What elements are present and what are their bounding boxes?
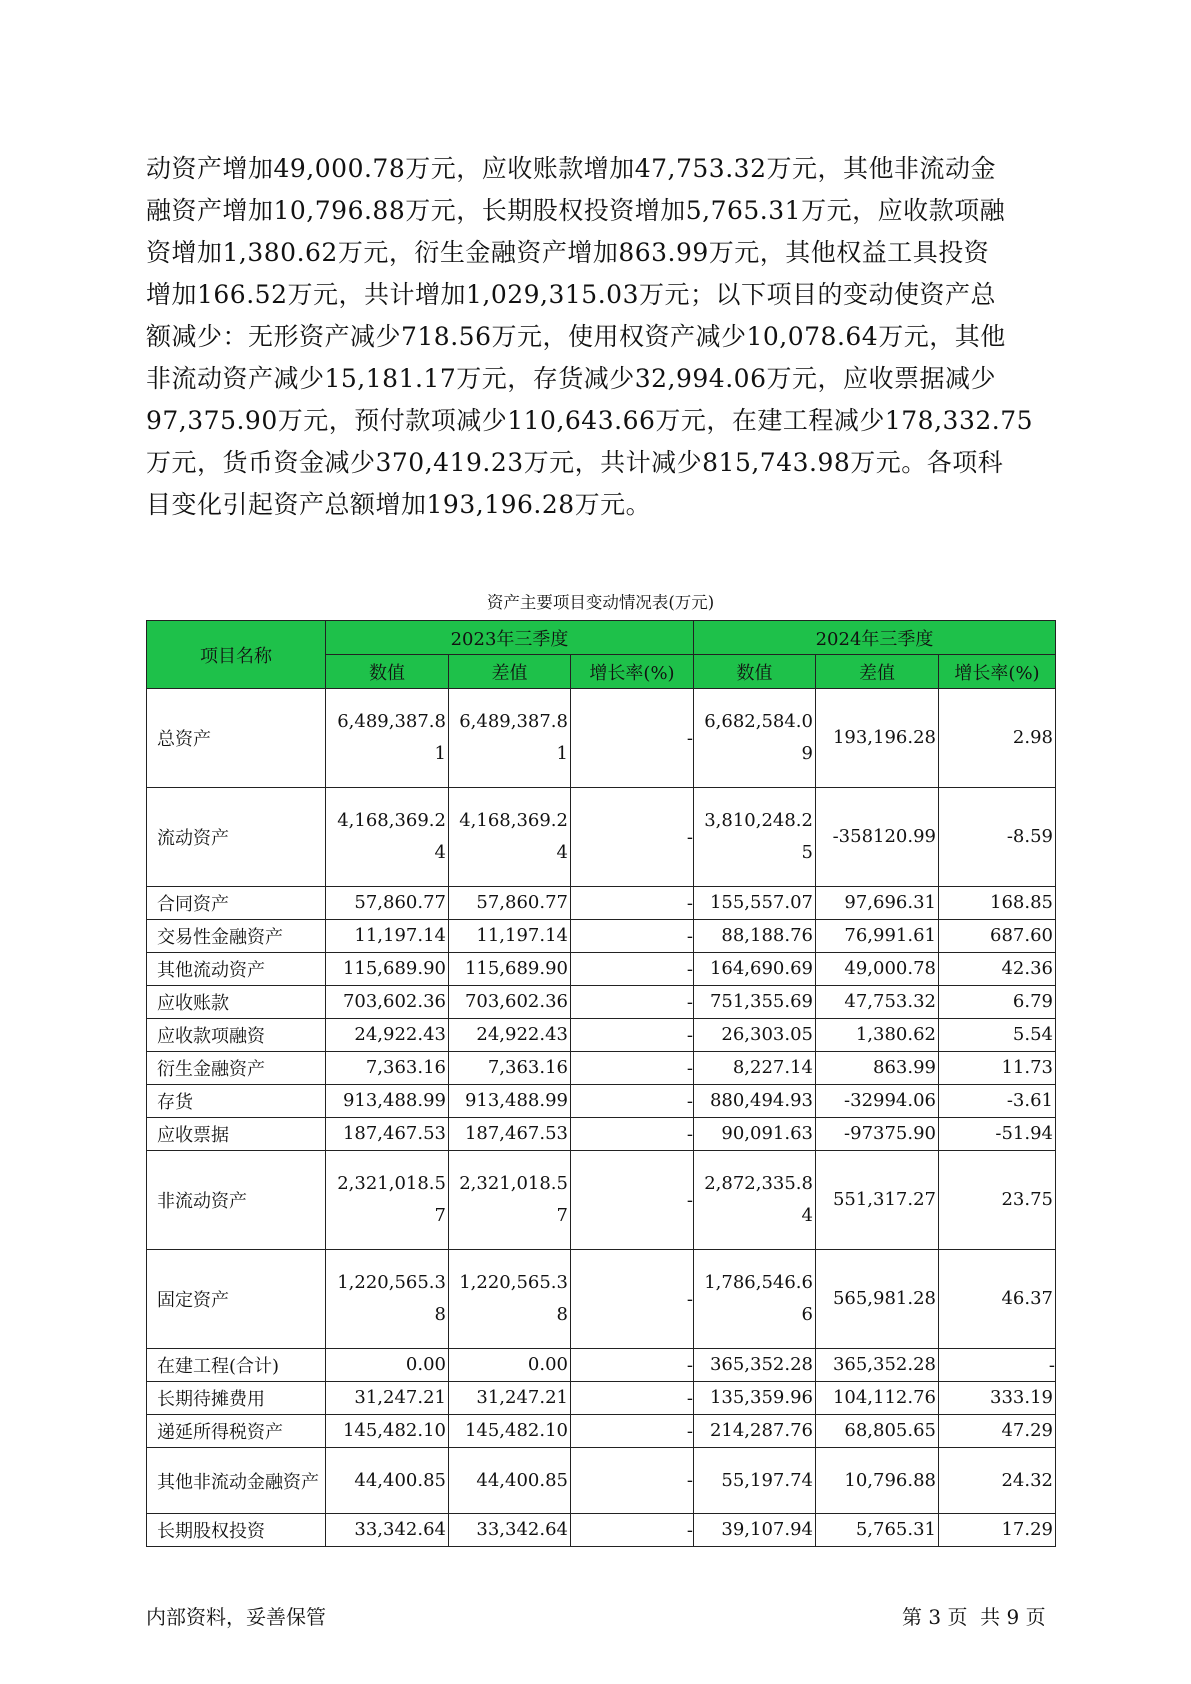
value-2024: 6,682,584.09 [694,689,816,788]
value-2024: 164,690.69 [694,953,816,986]
value-2024: 55,197.74 [694,1448,816,1514]
growth-2024: 17.29 [939,1514,1056,1547]
value-2023: 6,489,387.81 [326,689,449,788]
value-2023: 7,363.16 [326,1052,449,1085]
growth-2024: 24.32 [939,1448,1056,1514]
diff-2023: 31,247.21 [449,1382,571,1415]
table-row [147,986,1056,1019]
value-2024: 39,107.94 [694,1514,816,1547]
growth-2023: - [571,920,694,953]
asset-change-table [146,620,1056,1547]
growth-2024: - [939,1349,1056,1382]
diff-2023: 6,489,387.81 [449,689,571,788]
growth-2023: - [571,1118,694,1151]
row-item-name: 应收票据 [147,1118,326,1151]
paragraph-line: 非流动资产减少15,181.17万元，存货减少32,994.06万元，应收票据减少 [146,364,996,393]
value-2024: 2,872,335.84 [694,1151,816,1250]
header-value-2024: 数值 [694,655,816,689]
diff-2023: 44,400.85 [449,1448,571,1514]
value-2024: 3,810,248.25 [694,788,816,887]
row-item-name: 交易性金融资产 [147,920,326,953]
growth-2023: - [571,1151,694,1250]
table-row [147,1448,1056,1514]
value-2024: 214,287.76 [694,1415,816,1448]
value-2024: 88,188.76 [694,920,816,953]
diff-2023: 145,482.10 [449,1415,571,1448]
diff-2023: 703,602.36 [449,986,571,1019]
row-item-name: 应收账款 [147,986,326,1019]
growth-2024: 23.75 [939,1151,1056,1250]
diff-2024: 551,317.27 [816,1151,939,1250]
value-2023: 44,400.85 [326,1448,449,1514]
growth-2023: - [571,1019,694,1052]
row-item-name: 流动资产 [147,788,326,887]
growth-2023: - [571,986,694,1019]
growth-2023: - [571,1052,694,1085]
row-item-name: 存货 [147,1085,326,1118]
header-period-2024: 2024年三季度 [694,621,1056,655]
body-paragraph [146,148,1046,526]
header-growth-2023: 增长率(%) [571,655,694,689]
growth-2024: 168.85 [939,887,1056,920]
paragraph-line: 动资产增加49,000.78万元，应收账款增加47,753.32万元，其他非流动金 [146,154,996,183]
value-2024: 8,227.14 [694,1052,816,1085]
value-2023: 145,482.10 [326,1415,449,1448]
growth-2024: 11.73 [939,1052,1056,1085]
diff-2023: 0.00 [449,1349,571,1382]
growth-2023: - [571,887,694,920]
value-2024: 26,303.05 [694,1019,816,1052]
diff-2023: 24,922.43 [449,1019,571,1052]
value-2023: 11,197.14 [326,920,449,953]
growth-2023: - [571,1250,694,1349]
paragraph-line: 目变化引起资产总额增加193,196.28万元。 [146,490,652,519]
diff-2024: 47,753.32 [816,986,939,1019]
row-item-name: 其他非流动金融资产 [147,1448,326,1514]
table-row [147,953,1056,986]
growth-2024: -3.61 [939,1085,1056,1118]
row-item-name: 合同资产 [147,887,326,920]
row-item-name: 其他流动资产 [147,953,326,986]
row-item-name: 长期待摊费用 [147,1382,326,1415]
diff-2024: 49,000.78 [816,953,939,986]
header-growth-2024: 增长率(%) [939,655,1056,689]
table-row [147,1415,1056,1448]
growth-2024: 46.37 [939,1250,1056,1349]
header-diff-2024: 差值 [816,655,939,689]
value-2023: 1,220,565.38 [326,1250,449,1349]
paragraph-line: 资增加1,380.62万元，衍生金融资产增加863.99万元，其他权益工具投资 [146,238,990,267]
value-2024: 90,091.63 [694,1118,816,1151]
diff-2023: 7,363.16 [449,1052,571,1085]
diff-2024: -97375.90 [816,1118,939,1151]
value-2023: 24,922.43 [326,1019,449,1052]
header-period-2023: 2023年三季度 [326,621,694,655]
table-row [147,788,1056,887]
growth-2024: 42.36 [939,953,1056,986]
diff-2023: 33,342.64 [449,1514,571,1547]
value-2023: 33,342.64 [326,1514,449,1547]
row-item-name: 衍生金融资产 [147,1052,326,1085]
diff-2023: 11,197.14 [449,920,571,953]
diff-2023: 4,168,369.24 [449,788,571,887]
diff-2024: 863.99 [816,1052,939,1085]
paragraph-line: 增加166.52万元，共计增加1,029,315.03万元；以下项目的变动使资产总 [146,280,996,309]
growth-2024: 687.60 [939,920,1056,953]
value-2024: 135,359.96 [694,1382,816,1415]
value-2023: 913,488.99 [326,1085,449,1118]
growth-2023: - [571,1514,694,1547]
row-item-name: 应收款项融资 [147,1019,326,1052]
growth-2024: 2.98 [939,689,1056,788]
table-row [147,1118,1056,1151]
diff-2023: 1,220,565.38 [449,1250,571,1349]
value-2023: 57,860.77 [326,887,449,920]
table-row [147,1382,1056,1415]
footer-page-number: 第 3 页 共 9 页 [902,1605,1046,1629]
growth-2024: -8.59 [939,788,1056,887]
diff-2023: 57,860.77 [449,887,571,920]
row-item-name: 长期股权投资 [147,1514,326,1547]
table-row [147,887,1056,920]
diff-2024: 68,805.65 [816,1415,939,1448]
diff-2023: 2,321,018.57 [449,1151,571,1250]
value-2023: 187,467.53 [326,1118,449,1151]
diff-2024: 193,196.28 [816,689,939,788]
table-row [147,689,1056,788]
table-row [147,1052,1056,1085]
header-item-name: 项目名称 [147,621,326,689]
growth-2023: - [571,1382,694,1415]
value-2024: 1,786,546.66 [694,1250,816,1349]
table-row [147,1349,1056,1382]
row-item-name: 在建工程(合计) [147,1349,326,1382]
row-item-name: 非流动资产 [147,1151,326,1250]
paragraph-line: 97,375.90万元，预付款项减少110,643.66万元，在建工程减少178,332.75 [146,406,1034,435]
diff-2024: 1,380.62 [816,1019,939,1052]
diff-2024: 97,696.31 [816,887,939,920]
paragraph-line: 万元，货币资金减少370,419.23万元，共计减少815,743.98万元。各项科 [146,448,1004,477]
diff-2024: -358120.99 [816,788,939,887]
value-2023: 0.00 [326,1349,449,1382]
diff-2024: 76,991.61 [816,920,939,953]
growth-2023: - [571,1349,694,1382]
diff-2024: 565,981.28 [816,1250,939,1349]
table-caption: 资产主要项目变动情况表(万元) [486,593,715,612]
value-2024: 751,355.69 [694,986,816,1019]
diff-2023: 187,467.53 [449,1118,571,1151]
value-2023: 703,602.36 [326,986,449,1019]
value-2024: 155,557.07 [694,887,816,920]
value-2023: 4,168,369.24 [326,788,449,887]
header-value-2023: 数值 [326,655,449,689]
growth-2023: - [571,1448,694,1514]
row-item-name: 总资产 [147,689,326,788]
row-item-name: 固定资产 [147,1250,326,1349]
header-diff-2023: 差值 [449,655,571,689]
value-2023: 31,247.21 [326,1382,449,1415]
diff-2024: 104,112.76 [816,1382,939,1415]
growth-2023: - [571,788,694,887]
footer-confidential-note: 内部资料，妥善保管 [146,1605,326,1629]
paragraph-line: 额减少：无形资产减少718.56万元，使用权资产减少10,078.64万元，其他 [146,322,1006,351]
diff-2024: -32994.06 [816,1085,939,1118]
growth-2024: 333.19 [939,1382,1056,1415]
growth-2023: - [571,1415,694,1448]
row-item-name: 递延所得税资产 [147,1415,326,1448]
growth-2023: - [571,953,694,986]
diff-2024: 5,765.31 [816,1514,939,1547]
table-row [147,1250,1056,1349]
growth-2024: 5.54 [939,1019,1056,1052]
value-2024: 880,494.93 [694,1085,816,1118]
diff-2023: 115,689.90 [449,953,571,986]
value-2023: 115,689.90 [326,953,449,986]
paragraph-line: 融资产增加10,796.88万元，长期股权投资增加5,765.31万元，应收款项融 [146,196,1006,225]
value-2023: 2,321,018.57 [326,1151,449,1250]
table-row [147,920,1056,953]
growth-2024: 47.29 [939,1415,1056,1448]
growth-2024: -51.94 [939,1118,1056,1151]
growth-2023: - [571,1085,694,1118]
table-row [147,1151,1056,1250]
growth-2023: - [571,689,694,788]
diff-2024: 365,352.28 [816,1349,939,1382]
diff-2023: 913,488.99 [449,1085,571,1118]
growth-2024: 6.79 [939,986,1056,1019]
table-row [147,1514,1056,1547]
value-2024: 365,352.28 [694,1349,816,1382]
table-row [147,1085,1056,1118]
table-row [147,1019,1056,1052]
diff-2024: 10,796.88 [816,1448,939,1514]
